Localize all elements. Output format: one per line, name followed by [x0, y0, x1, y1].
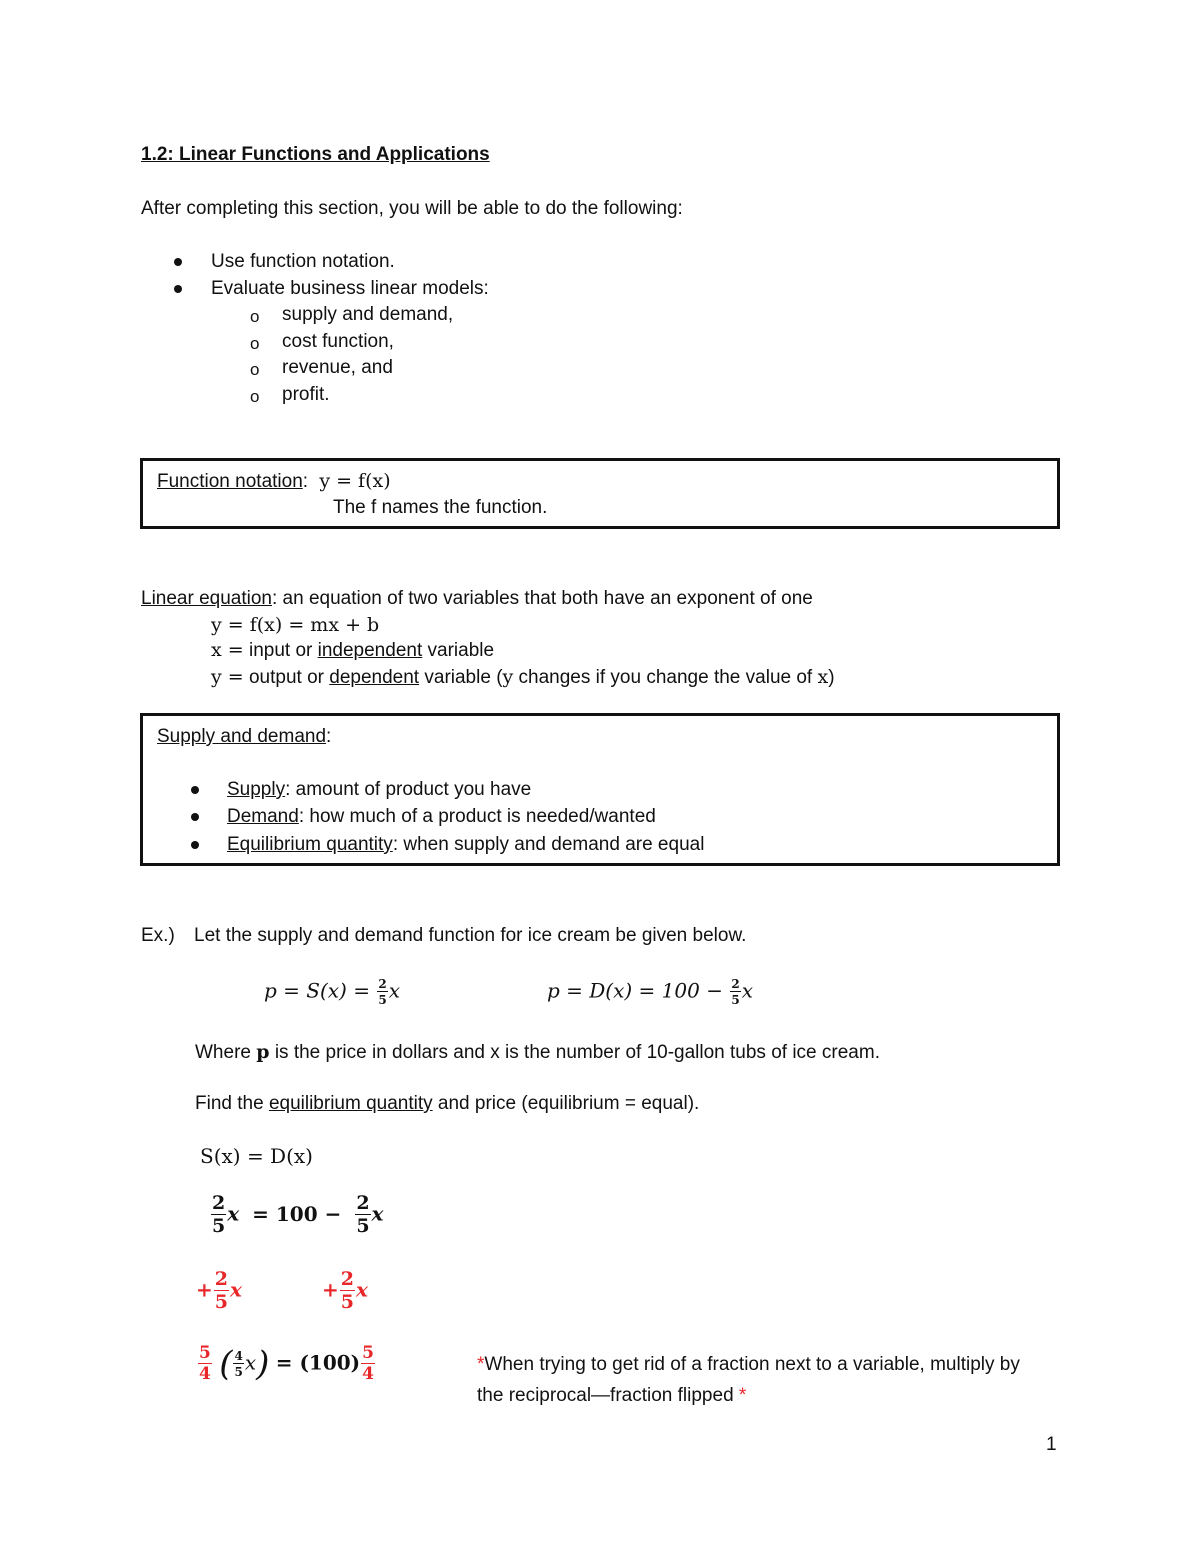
tip-line-2: [477, 1385, 746, 1407]
plus-sign: +: [196, 1277, 213, 1302]
where-rest: is the price in dollars and x is the number of 10-gallon tubs of ice cream.: [274, 1042, 880, 1063]
fraction-two-fifths: $\frac{2}{5}$: [731, 977, 740, 1007]
sub-objective-item: cost function,: [282, 331, 394, 352]
find-text: Find the: [195, 1093, 264, 1114]
var-x: x: [356, 1277, 368, 1302]
input-variable-text: variable: [427, 640, 495, 661]
sub-objective-item: revenue, and: [282, 357, 393, 378]
step-equation-4: [197, 1345, 376, 1383]
bullet-dot: [191, 786, 199, 794]
reciprocal-fraction: $\frac{5}{4}$: [362, 1343, 374, 1384]
independent-term: independent: [317, 640, 423, 661]
supply-lhs: p = S(x) =: [264, 978, 370, 1003]
output-change-text: changes if you change the value of: [513, 667, 813, 688]
sub-bullet: o: [250, 387, 260, 406]
equilibrium-text: : when supply and demand are equal: [392, 834, 705, 855]
fraction-two-fifths: $\frac{2}{5}$: [340, 1268, 354, 1313]
var-x: x: [371, 1201, 384, 1226]
page-number: 1: [1046, 1434, 1057, 1455]
supply-term: Supply: [227, 779, 286, 800]
plus-sign: +: [322, 1277, 339, 1302]
linear-input-line: [211, 639, 494, 662]
output-lhs: y =: [211, 666, 244, 688]
objective-item: Use function notation.: [211, 251, 395, 272]
function-notation-box: [140, 458, 1060, 529]
equilibrium-item: [227, 834, 704, 856]
bullet-dot: [191, 813, 199, 821]
example-prompt: Let the supply and demand function for ice cream be given below.: [194, 925, 747, 946]
output-x: x: [817, 666, 829, 688]
where-line: [195, 1041, 880, 1064]
input-text: input or: [248, 640, 313, 661]
sub-bullet: o: [250, 360, 260, 379]
equilibrium-term: Equilibrium quantity: [227, 834, 393, 855]
dependent-term: dependent: [329, 667, 420, 688]
output-close: ): [828, 667, 835, 688]
demand-lhs: p = D(x) = 100 −: [547, 978, 723, 1003]
tip-star: *: [477, 1354, 485, 1375]
tip-text-1: When trying to get rid of a fraction next to a variable, multiply by: [484, 1354, 1020, 1375]
find-rest: and price (equilibrium = equal).: [437, 1093, 700, 1114]
open-paren: (: [219, 1344, 233, 1384]
bullet-dot: [174, 285, 182, 293]
supply-demand-term: Supply and demand: [157, 726, 327, 747]
find-line: [195, 1093, 699, 1115]
tip-line-1: [477, 1354, 1020, 1376]
where-p: p: [256, 1041, 270, 1063]
objective-item: Evaluate business linear models:: [211, 278, 489, 299]
demand-item: [227, 806, 656, 828]
linear-equation-term: Linear equation: [141, 588, 272, 609]
tip-star: *: [733, 1385, 747, 1406]
var-x: x: [227, 1201, 240, 1226]
bullet-dot: [174, 258, 182, 266]
step-equation-2: [210, 1194, 383, 1236]
output-y: y: [502, 666, 514, 688]
step-add-right: [322, 1270, 368, 1312]
fraction-two-fifths: $\frac{2}{5}$: [212, 1192, 226, 1237]
function-notation-colon: :: [302, 471, 309, 492]
supply-demand-heading: [157, 726, 331, 748]
function-notation-term: Function notation: [157, 471, 303, 492]
function-notation-line: [157, 470, 391, 493]
tip-text-2: the reciprocal—fraction flipped: [477, 1385, 734, 1406]
supply-function: [264, 978, 400, 1006]
linear-equation-desc: : an equation of two variables that both have an exponent of one: [272, 588, 813, 609]
linear-equation-formula: y = f(x) = mx + b: [211, 614, 380, 636]
supply-item: [227, 779, 531, 801]
step4-rhs: = (100): [275, 1350, 361, 1375]
sub-objective-item: profit.: [282, 384, 330, 405]
example-label: Ex.): [141, 925, 175, 946]
var-x: x: [388, 978, 400, 1003]
demand-text: : how much of a product is needed/wanted: [298, 806, 656, 827]
close-paren: ): [256, 1344, 270, 1384]
var-x: x: [741, 978, 753, 1003]
step-add-left: [196, 1270, 242, 1312]
supply-demand-colon: :: [326, 726, 332, 747]
var-x: x: [244, 1350, 257, 1375]
fraction-four-fifths: $\frac{4}{5}$: [234, 1349, 243, 1379]
sub-bullet: o: [250, 307, 260, 326]
linear-output-line: [211, 666, 835, 689]
output-variable-text: variable (: [424, 667, 503, 688]
intro-text: After completing this section, you will be able to do the following:: [141, 198, 683, 219]
demand-function: [547, 978, 753, 1006]
linear-equation-definition: [141, 588, 813, 610]
where-text: Where: [195, 1042, 251, 1063]
bullet-dot: [191, 841, 199, 849]
fraction-two-fifths: $\frac{2}{5}$: [356, 1192, 370, 1237]
find-equilibrium-term: equilibrium quantity: [268, 1093, 433, 1114]
fraction-two-fifths: $\frac{2}{5}$: [378, 977, 387, 1007]
var-x: x: [230, 1277, 242, 1302]
function-notation-note: The f names the function.: [333, 497, 548, 518]
function-notation-equation: y = f(x): [319, 470, 391, 492]
sub-objective-item: supply and demand,: [282, 304, 454, 325]
output-text: output or: [248, 667, 324, 688]
page-title: 1.2: Linear Functions and Applications: [141, 144, 490, 165]
input-lhs: x =: [211, 639, 244, 661]
demand-term: Demand: [227, 806, 299, 827]
supply-text: : amount of product you have: [285, 779, 532, 800]
sub-bullet: o: [250, 334, 260, 353]
step-equation-1: S(x) = D(x): [200, 1144, 313, 1168]
reciprocal-fraction: $\frac{5}{4}$: [199, 1343, 211, 1384]
fraction-two-fifths: $\frac{2}{5}$: [214, 1268, 228, 1313]
step2-middle: = 100 −: [252, 1201, 342, 1226]
